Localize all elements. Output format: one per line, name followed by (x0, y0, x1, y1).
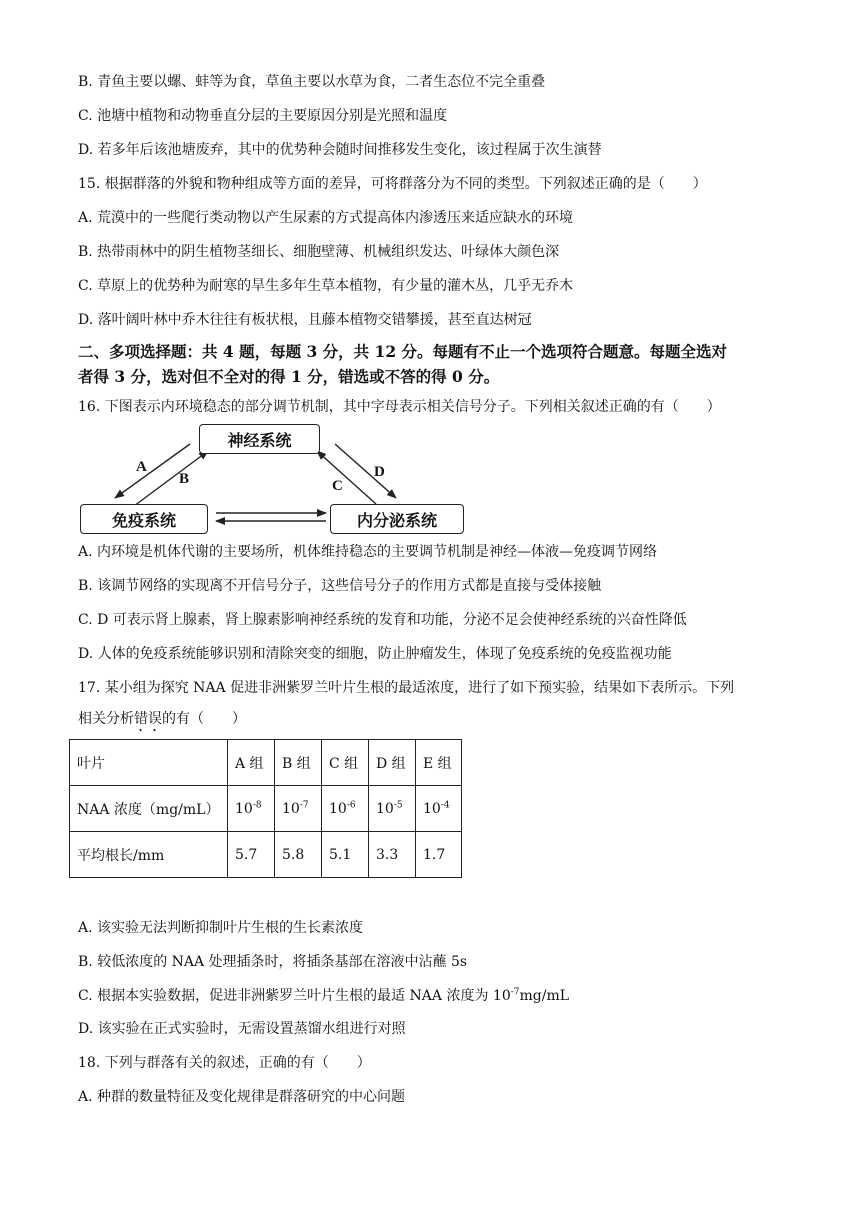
q14-option-d: D. 若多年后该池塘废弃，其中的优势种会随时间推移发生变化，该过程属于次生演替 (78, 142, 602, 158)
q18-option-a: A. 种群的数量特征及变化规律是群落研究的中心问题 (78, 1089, 406, 1105)
q15-option-b: B. 热带雨林中的阴生植物茎细长、细胞壁薄、机械组织发达、叶绿体大颜色深 (78, 244, 560, 260)
table-header-cell: B 组 (275, 740, 322, 786)
q16-option-b: B. 该调节网络的实现离不开信号分子，这些信号分子的作用方式都是直接与受体接触 (78, 578, 602, 594)
q18-stem: 18. 下列与群落有关的叙述，正确的有（ ） (78, 1055, 371, 1071)
q17-stem-line2: 相关分析错误的有（ ） (78, 711, 246, 727)
table-cell: 5.7 (228, 832, 275, 878)
q16-option-a: A. 内环境是机体代谢的主要场所，机体维持稳态的主要调节机制是神经—体液—免疫调节网络 (78, 544, 658, 560)
nervous-system-box: 神经系统 (199, 424, 320, 454)
q17-option-b: B. 较低浓度的 NAA 处理插条时，将插条基部在溶液中沾蘸 5s (78, 954, 468, 970)
table-header-row (70, 740, 462, 786)
table-cell: 5.1 (322, 832, 369, 878)
section2-heading-line1: 二、多项选择题：共 4 题，每题 3 分，共 12 分。每题有不止一个选项符合题意。每题全选对 (78, 342, 728, 361)
q15-option-c: C. 草原上的优势种为耐寒的旱生多年生草本植物，有少量的灌木丛，几乎无乔木 (78, 278, 574, 294)
q15-option-a: A. 荒漠中的一些爬行类动物以产生尿素的方式提高体内渗透压来适应缺水的环境 (78, 210, 574, 226)
arrow-d (335, 444, 396, 498)
label-a: A (136, 459, 147, 475)
table-cell: $10^{-5}$ (369, 786, 416, 832)
q15-option-d: D. 落叶阔叶林中乔木往往有板状根，且藤本植物交错攀援，甚至直达树冠 (78, 312, 532, 328)
table-header-cell: E 组 (416, 740, 462, 786)
q16-option-c: C. D 可表示肾上腺素，肾上腺素影响神经系统的发育和功能，分泌不足会使神经系统的兴奋性降低 (78, 612, 687, 628)
table-cell: NAA 浓度（mg/mL） (70, 786, 228, 832)
table-header-cell: C 组 (322, 740, 369, 786)
q14-option-b: B. 青鱼主要以螺、蚌等为食，草鱼主要以水草为食，二者生态位不完全重叠 (78, 74, 546, 90)
table-header-cell: A 组 (228, 740, 275, 786)
q15-stem: 15. 根据群落的外貌和物种组成等方面的差异，可将群落分为不同的类型。下列叙述正确的是（ ） (78, 176, 707, 192)
table-cell: $10^{-6}$ (322, 786, 369, 832)
immune-system-box: 免疫系统 (80, 504, 208, 534)
label-c: C (332, 478, 343, 494)
table-cell: $10^{-4}$ (416, 786, 462, 832)
arrow-c (317, 451, 376, 504)
table-cell: 1.7 (416, 832, 462, 878)
label-d: D (374, 464, 385, 480)
table-cell: 3.3 (369, 832, 416, 878)
table-cell: 5.8 (275, 832, 322, 878)
section2-heading-line2: 者得 3 分，选对但不全对的得 1 分，错选或不答的得 0 分。 (78, 367, 500, 386)
q16-stem: 16. 下图表示内环境稳态的部分调节机制，其中字母表示相关信号分子。下列相关叙述正确的有（ ） (78, 399, 721, 415)
q17-option-c: C. 根据本实验数据，促进非洲紫罗兰叶片生根的最适 NAA 浓度为 $10^{-7}mg/mL$ (78, 987, 570, 1004)
q16-option-d: D. 人体的免疫系统能够识别和清除突变的细胞，防止肿瘤发生，体现了免疫系统的免疫监视功能 (78, 646, 672, 662)
table-header-cell: D 组 (369, 740, 416, 786)
label-b: B (179, 471, 190, 487)
table-row (70, 832, 462, 878)
table-cell: 平均根长/mm (70, 832, 228, 878)
q17-stem-line1: 17. 某小组为探究 NAA 促进非洲紫罗兰叶片生根的最适浓度，进行了如下预实验，结果如下表所示。下列 (78, 680, 735, 696)
q17-option-a: A. 该实验无法判断抑制叶片生根的生长素浓度 (78, 920, 364, 936)
table-cell: $10^{-8}$ (228, 786, 275, 832)
table-cell: $10^{-7}$ (275, 786, 322, 832)
table-row (70, 786, 462, 832)
q17-option-d: D. 该实验在正式实验时，无需设置蒸馏水组进行对照 (78, 1021, 406, 1037)
naa-results-table (69, 739, 462, 878)
regulation-diagram (78, 420, 468, 538)
endocrine-system-box: 内分泌系统 (330, 504, 464, 534)
q14-option-c: C. 池塘中植物和动物垂直分层的主要原因分别是光照和温度 (78, 108, 448, 124)
emphasis-word: 错误 (134, 711, 162, 727)
table-header-cell: 叶片 (70, 740, 228, 786)
